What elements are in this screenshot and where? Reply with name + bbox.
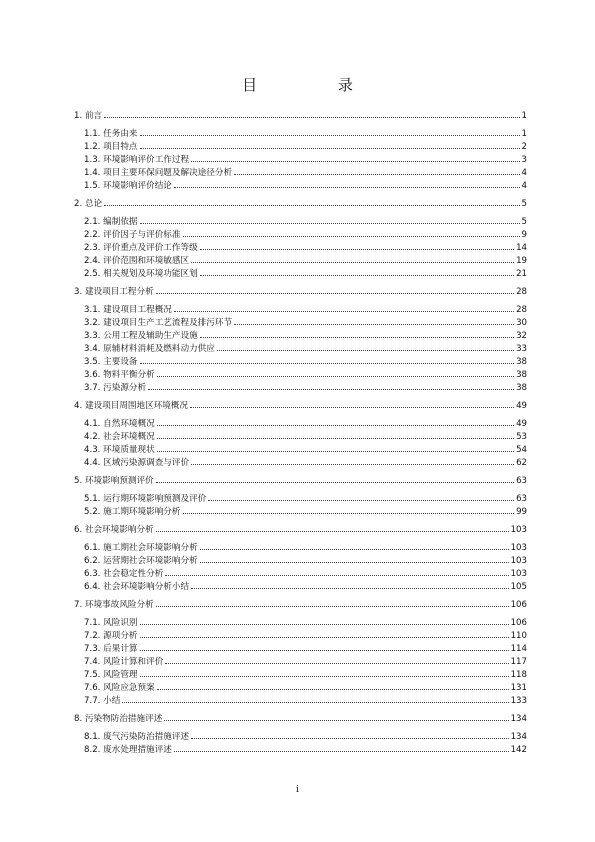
dot-leader [191,588,509,589]
dot-leader [200,549,509,550]
toc-subsection-entry[interactable] [74,444,527,457]
toc-number: 7.1. [84,618,101,628]
toc-number: 6.1. [84,543,101,553]
toc-subsection-entry[interactable] [74,180,527,193]
toc-title: 原辅材料消耗及燃料动力供应 [103,344,215,354]
toc-page-number: 30 [516,318,527,328]
dot-leader [200,249,514,250]
dot-leader [200,562,509,563]
toc-title: 风险计算和评价 [103,657,164,667]
toc-number: 3.5. [84,357,101,367]
dot-leader [140,676,509,677]
toc-title: 施工期环境影响分析 [103,507,181,517]
toc-page-number: 28 [516,305,527,315]
toc-section [74,599,527,708]
toc-title: 项目主要环保问题及解决途径分析 [103,168,233,178]
toc-title: 风险管理 [103,670,138,680]
toc-page-number: 3 [521,155,527,165]
toc-section [74,198,527,281]
toc-title: 污染源分析 [103,383,147,393]
toc-page-number: 38 [516,383,527,393]
toc-subsection-entry[interactable] [74,581,527,594]
dot-leader [104,117,519,118]
dot-leader [191,464,514,465]
toc-title: 评价范围和环境敏感区 [103,256,190,266]
toc-page-number: 105 [510,582,527,592]
dot-leader [104,205,519,206]
toc-title: 任务由来 [103,129,138,139]
toc-subsection-entry[interactable] [74,630,527,643]
toc-number: 5.2. [84,507,101,517]
toc-page-number: 38 [516,357,527,367]
toc-number: 2.3. [84,243,101,253]
toc-page-number: 53 [516,432,527,442]
toc-number: 1.1. [84,129,101,139]
dot-leader [191,738,509,739]
toc-page-number: 106 [510,618,527,628]
toc-title: 风险应急预案 [103,683,155,693]
toc-page-number: 19 [516,256,527,266]
toc-number: 6.3. [84,569,101,579]
toc-number: 3.6. [84,370,101,380]
dot-leader [183,513,515,514]
dot-leader [174,311,514,312]
dot-leader [157,438,514,439]
toc-title: 物料平衡分析 [103,370,155,380]
dot-leader [156,531,509,532]
toc-number: 2. [74,199,83,209]
toc-number: 2.5. [84,269,101,279]
toc-number: 5. [74,476,83,486]
dot-leader [191,262,514,263]
toc-subsection-entry[interactable] [74,229,527,242]
toc-page-number: 142 [510,745,527,755]
toc-number: 3. [74,287,83,297]
toc-page-number: 63 [516,476,527,486]
toc-page-number: 134 [510,732,527,742]
toc-number: 7.5. [84,670,101,680]
toc-chapter-entry[interactable] [74,286,527,299]
toc-number: 4.4. [84,458,101,468]
toc-number: 7.6. [84,683,101,693]
toc-number: 4. [74,401,83,411]
toc-subsection-entry[interactable] [74,617,527,630]
dot-leader [208,500,514,501]
toc-subsection-entry[interactable] [74,268,527,281]
page-title: 目 录 [242,76,391,94]
toc-subsection-entry[interactable] [74,669,527,682]
toc-chapter-entry[interactable] [74,198,527,211]
toc-subsection-entry[interactable] [74,343,527,356]
toc-page-number: 62 [516,458,527,468]
toc-title: 运营期社会环境影响分析 [103,556,198,566]
toc-title: 建设项目工程分析 [84,287,154,297]
toc-title: 社会环境概况 [103,432,155,442]
toc-number: 3.4. [84,344,101,354]
toc-subsection-entry[interactable] [74,304,527,317]
toc-title: 项目特点 [103,142,138,152]
toc-number: 2.4. [84,256,101,266]
toc-title: 小结 [103,696,121,706]
toc-chapter-entry[interactable] [74,599,527,612]
toc-title: 建设项目工程概况 [103,305,172,315]
toc-subsection-entry[interactable] [74,695,527,708]
toc-title: 废水处理措施评述 [103,745,172,755]
dot-leader [140,223,520,224]
toc-page-number: 5 [521,217,527,227]
toc-subsection-entry[interactable] [74,128,527,141]
toc-section [74,524,527,594]
toc-title: 运行期环境影响预测及评价 [103,494,207,504]
dot-leader [156,606,509,607]
toc-page-number: 32 [516,331,527,341]
toc-subsection-entry[interactable] [74,317,527,330]
toc-number: 7.2. [84,631,101,641]
toc-title: 评价重点及评价工作等级 [103,243,198,253]
dot-leader [140,148,520,149]
dot-leader [148,389,514,390]
toc-subsection-entry[interactable] [74,506,527,519]
toc-number: 6. [74,525,83,535]
toc-section [74,713,527,757]
toc-title: 环境事故风险分析 [84,600,154,610]
toc-title: 废气污染防治措施评述 [103,732,190,742]
toc-number: 1.3. [84,155,101,165]
toc-subsection-entry[interactable] [74,656,527,669]
toc-page-number: 118 [510,670,527,680]
toc-subsection-entry[interactable] [74,330,527,343]
toc-title: 环境影响评价工作过程 [103,155,190,165]
toc-chapter-entry[interactable] [74,475,527,488]
dot-leader [174,751,509,752]
toc-page-number: 133 [510,696,527,706]
toc-chapter-entry[interactable] [74,400,527,413]
dot-leader [156,482,514,483]
toc-number: 1.5. [84,181,101,191]
dot-leader [234,174,519,175]
toc-page-number: 21 [516,269,527,279]
toc-subsection-entry[interactable] [74,382,527,395]
toc-title: 社会环境影响分析 [84,525,154,535]
toc-number: 4.2. [84,432,101,442]
toc-page-number: 2 [521,142,527,152]
toc-subsection-entry[interactable] [74,356,527,369]
toc-subsection-entry[interactable] [74,255,527,268]
toc-page-number: 4 [521,168,527,178]
toc-page-number: 49 [516,419,527,429]
dot-leader [157,425,514,426]
toc-number: 3.1. [84,305,101,315]
toc-page-number: 114 [510,644,527,654]
toc-subsection-entry[interactable] [74,418,527,431]
toc-page-number: 5 [521,199,527,209]
page-number: i [296,785,299,795]
toc-subsection-entry[interactable] [74,682,527,695]
toc-title: 社会稳定性分析 [103,569,164,579]
dot-leader [217,350,514,351]
toc-number: 6.2. [84,556,101,566]
toc-page-number: 28 [516,287,527,297]
toc-subsection-entry[interactable] [74,369,527,382]
toc-title: 自然环境概况 [103,419,155,429]
toc-number: 3.7. [84,383,101,393]
dot-leader [165,663,508,664]
toc-title: 建设项目周围地区环境概况 [84,401,189,411]
dot-leader [140,363,515,364]
dot-leader [122,702,508,703]
toc-section [74,400,527,470]
toc-section [74,475,527,519]
dot-leader [234,324,514,325]
toc-page-number: 1 [521,111,527,121]
toc-title: 建设项目生产工艺流程及排污环节 [103,318,233,328]
toc-page-number: 9 [521,230,527,240]
toc-page-number: 49 [516,401,527,411]
toc-title: 社会环境影响分析小结 [103,582,190,592]
table-of-contents [74,105,527,757]
dot-leader [157,376,514,377]
toc-title: 区域污染源调查与评价 [103,458,190,468]
toc-page-number: 103 [510,543,527,553]
dot-leader [140,135,520,136]
dot-leader [165,575,508,576]
toc-number: 6.4. [84,582,101,592]
toc-subsection-entry[interactable] [74,242,527,255]
toc-number: 7. [74,600,83,610]
toc-page-number: 14 [516,243,527,253]
toc-page-number: 131 [510,683,527,693]
toc-section [74,286,527,395]
dot-leader [200,275,514,276]
toc-page-number: 54 [516,445,527,455]
toc-subsection-entry[interactable] [74,555,527,568]
toc-title: 编制依据 [103,217,138,227]
toc-title: 相关规划及环境功能区划 [103,269,198,279]
toc-number: 3.2. [84,318,101,328]
toc-subsection-entry[interactable] [74,643,527,656]
dot-leader [156,293,514,294]
toc-subsection-entry[interactable] [74,568,527,581]
toc-subsection-entry[interactable] [74,167,527,180]
dot-leader [140,637,509,638]
dot-leader [191,161,519,162]
toc-page-number: 1 [521,129,527,139]
toc-title: 施工期社会环境影响分析 [103,543,198,553]
toc-subsection-entry[interactable] [74,154,527,167]
toc-subsection-entry[interactable] [74,731,527,744]
toc-number: 4.3. [84,445,101,455]
toc-page-number: 110 [510,631,527,641]
toc-page-number: 103 [510,525,527,535]
toc-chapter-entry[interactable] [74,713,527,726]
toc-number: 7.3. [84,644,101,654]
dot-leader [174,187,520,188]
toc-chapter-entry[interactable] [74,110,527,123]
toc-subsection-entry[interactable] [74,431,527,444]
toc-page-number: 33 [516,344,527,354]
toc-title: 环境影响评价结论 [103,181,172,191]
toc-title: 总论 [84,199,103,209]
toc-title: 主要设备 [103,357,138,367]
toc-subsection-entry[interactable] [74,457,527,470]
toc-page-number: 103 [510,556,527,566]
toc-number: 8.1. [84,732,101,742]
toc-subsection-entry[interactable] [74,744,527,757]
toc-chapter-entry[interactable] [74,524,527,537]
toc-title: 源项分析 [103,631,138,641]
toc-subsection-entry[interactable] [74,141,527,154]
toc-page-number: 106 [510,600,527,610]
dot-leader [200,337,514,338]
dot-leader [157,451,514,452]
toc-subsection-entry[interactable] [74,542,527,555]
toc-number: 1. [74,111,83,121]
toc-title: 后果计算 [103,644,138,654]
toc-page-number: 134 [510,714,527,724]
toc-title: 评价因子与评价标准 [103,230,181,240]
toc-number: 4.1. [84,419,101,429]
dot-leader [164,720,508,721]
toc-title: 环境质量现状 [103,445,155,455]
dot-leader [157,689,509,690]
toc-number: 2.1. [84,217,101,227]
dot-leader [140,624,509,625]
toc-title: 风险识别 [103,618,138,628]
dot-leader [183,236,520,237]
toc-section [74,110,527,193]
toc-subsection-entry[interactable] [74,216,527,229]
toc-number: 7.7. [84,696,101,706]
toc-title: 前言 [84,111,103,121]
toc-number: 1.2. [84,142,101,152]
toc-page-number: 117 [510,657,527,667]
toc-title: 公用工程及辅助生产设施 [103,331,198,341]
toc-subsection-entry[interactable] [74,493,527,506]
toc-number: 2.2. [84,230,101,240]
toc-page-number: 63 [516,494,527,504]
toc-number: 7.4. [84,657,101,667]
toc-number: 8. [74,714,83,724]
toc-title: 环境影响预测评价 [84,476,154,486]
toc-number: 8.2. [84,745,101,755]
toc-title: 污染物防治措施评述 [84,714,163,724]
toc-number: 1.4. [84,168,101,178]
dot-leader [140,650,509,651]
toc-number: 3.3. [84,331,101,341]
toc-page-number: 103 [510,569,527,579]
dot-leader [190,407,514,408]
toc-page-number: 99 [516,507,527,517]
toc-number: 5.1. [84,494,101,504]
toc-page-number: 38 [516,370,527,380]
toc-page-number: 4 [521,181,527,191]
